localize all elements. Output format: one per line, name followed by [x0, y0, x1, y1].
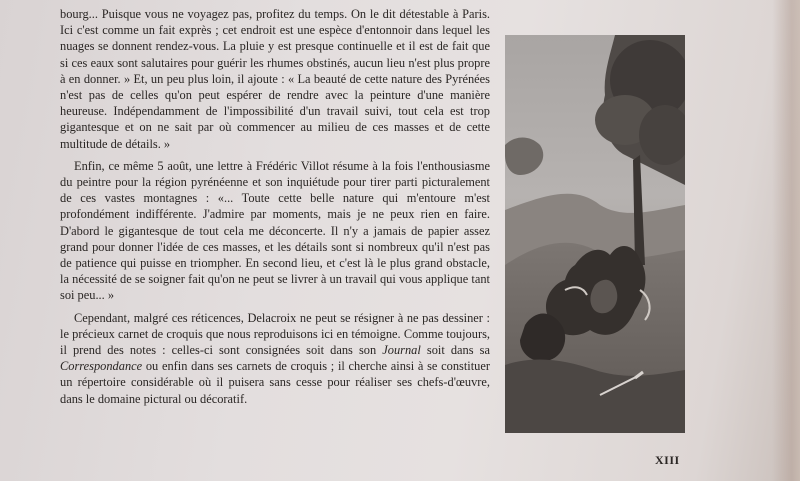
- text-run: ou enfin dans ses carnets de croquis ; il cherche ainsi à se constituer un répertoire considérable où il puisera sans cesse pour réaliser ses chefs-d'œuvre, dans le domaine pictural ou décoratif.: [60, 359, 490, 406]
- italic-title: Journal: [382, 343, 421, 358]
- body-text: [60, 6, 490, 413]
- text-run: soit dans sa: [420, 343, 490, 358]
- paragraph-3: [60, 310, 490, 407]
- paragraph-1: [60, 6, 490, 152]
- painting-plate-icon: [505, 35, 685, 433]
- italic-title: Correspondance: [60, 359, 143, 374]
- page-number: XIII: [655, 453, 680, 467]
- paragraph-2: [60, 158, 490, 304]
- text-run: Enfin, ce même 5 août, une lettre à Frédéric Villot résume à la fois l'enthousiasme du peintre pour la région pyrénéenne et son inquiétude pour tirer parti picturalement de ces vastes montagnes : «... Toute cette belle nature qui m'entoure m'est profondément indifférente. J'admire par moments, mais je ne peux rien en faire. D'abord le gigantesque de tout cela me déconcerte. Il n'y a jamais de papier assez grand pour donner l'idée de ces masses, et les détails sont si nombreux qu'il n'est pas de patience qui puisse en triompher. En second lieu, et c'est là le plus grand obstacle, la nécessité de se soigner fait qu'on ne peut se livrer à un travail qui vous applique tant soi peu... »: [60, 158, 490, 303]
- text-run: Cependant, malgré ces réticences, Delacroix ne peut se résigner à ne pas dessiner : le précieux carnet de croquis que nous reproduisons ici en témoigne. Comme toujours, il prend des notes : celles-ci sont consignées soit dans son: [60, 310, 490, 358]
- text-run: bourg... Puisque vous ne voyagez pas, profitez du temps. On le dit détestable à Paris. Ici c'est comme un fait exprès ; cet endroit est une espèce d'entonnoir dans lequel les nuages se donnent rendez-vous. La pluie y est presque continuelle et il est de fait que si ces eaux sont salutaires pour guérir les rhumes obstinés, aucun lieu n'est plus propre à en donner. » Et, un peu plus loin, il ajoute : « La beauté de cette nature des Pyrénées n'est pas de celles qu'on peut espérer de rendre avec la peinture d'une manière heureuse. Indépendamment de l'impossibilité d'un travail suivi, tout cela est trop gigantesque et on ne sait par où commencer au milieu de ces masses et de cette multitude de détails. »: [60, 7, 490, 151]
- page-edge-shadow: [772, 0, 800, 481]
